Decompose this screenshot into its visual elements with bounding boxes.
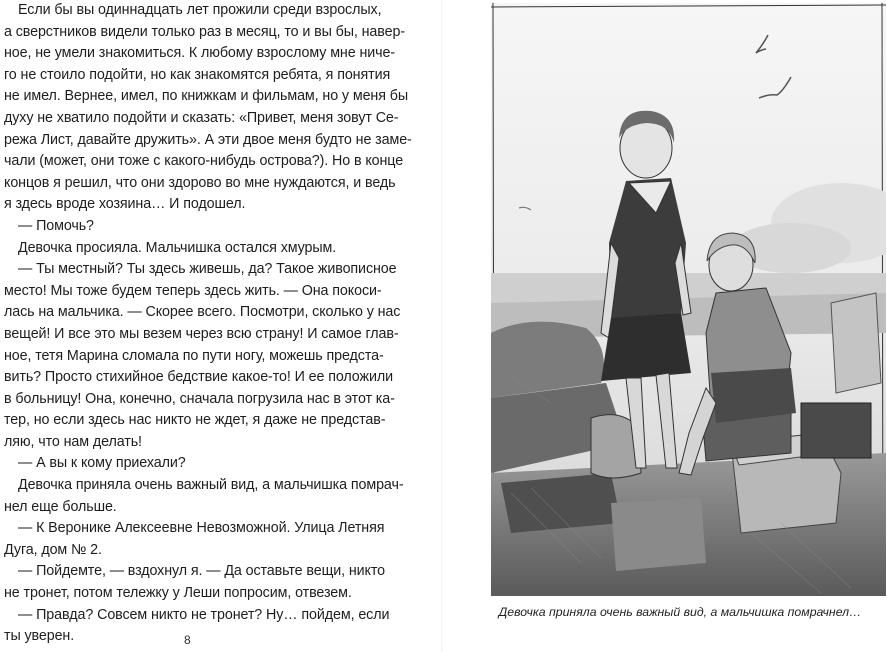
text-line: — Ты местный? Ты здесь живешь, да? Такое живописное xyxy=(18,261,397,278)
text-line: не имел. Вернее, имел, по книжкам и фильмам, но у меня бы xyxy=(4,88,408,105)
text-line: — Пойдемте, — вздохнул я. — Да оставьте вещи, никто xyxy=(18,563,386,580)
text-line: а сверстников видели только раз в месяц, то и вы бы, навер- xyxy=(4,23,405,40)
text-line: тер, но если здесь нас никто не ждет, я даже не представ- xyxy=(4,412,386,429)
text-line: концов я решил, что они здорово во мне нуждаются, и ведь xyxy=(4,174,396,191)
text-line: Дуга, дом № 2. xyxy=(4,541,102,558)
text-line: — А вы к кому приехали? xyxy=(18,455,186,472)
text-line: го не стоило подойти, но как знакомятся ребята, я понятия xyxy=(4,66,391,83)
body-text xyxy=(4,0,412,648)
left-page xyxy=(0,0,442,652)
text-line: вить? Просто стихийное бедствие какое-то! И ее положили xyxy=(4,369,393,386)
text-line: режа Лист, давайте дружить». А эти двое меня будто не заме- xyxy=(4,131,412,148)
text-line: ты уверен. xyxy=(4,628,75,645)
text-line: лась на мальчика. — Скорее всего. Посмотри, сколько у нас xyxy=(4,304,401,321)
text-line: — Помочь? xyxy=(18,217,94,234)
text-line: ное, не умели знакомиться. К любому взрослому мне ниче- xyxy=(4,45,395,62)
text-line: — Правда? Совсем никто не тронет? Ну… пойдем, если xyxy=(18,606,390,623)
text-line: Девочка просияла. Мальчишка остался хмурым. xyxy=(18,239,337,256)
right-page xyxy=(442,0,887,652)
text-line: я здесь вроде хозяина… И подошел. xyxy=(4,196,246,213)
text-line: чали (может, они тоже с какого-нибудь острова?). Но в конце xyxy=(4,153,404,170)
text-line: нел еще больше. xyxy=(4,498,117,515)
page-number: 8 xyxy=(184,633,191,647)
text-line: в больницу! Она, конечно, сначала погрузила нас в этот ка- xyxy=(4,390,395,407)
illustration xyxy=(491,3,886,596)
text-line: Если бы вы одиннадцать лет прожили среди взрослых, xyxy=(18,2,382,18)
text-line: не тронет, потом тележку у Леши попросим, отвезем. xyxy=(4,585,352,602)
illustration-caption: Девочка приняла очень важный вид, а мальчишка помрачнел… xyxy=(498,605,862,619)
text-line: место! Мы тоже будем теперь здесь жить. — Она покоси- xyxy=(4,282,382,299)
text-line: ное, тетя Марина сломала по пути ногу, можешь предста- xyxy=(4,347,384,364)
text-line: вещей! И все это мы везем через всю страну! И самое глав- xyxy=(4,325,399,342)
text-line: ляю, что нам делать! xyxy=(4,433,142,450)
text-line: духу не хватило подойти и сказать: «Привет, меня зовут Се- xyxy=(4,109,399,126)
text-line: — К Веронике Алексеевне Невозможной. Улица Летняя xyxy=(18,520,385,537)
text-line: Девочка приняла очень важный вид, а мальчишка помрач- xyxy=(18,477,404,494)
